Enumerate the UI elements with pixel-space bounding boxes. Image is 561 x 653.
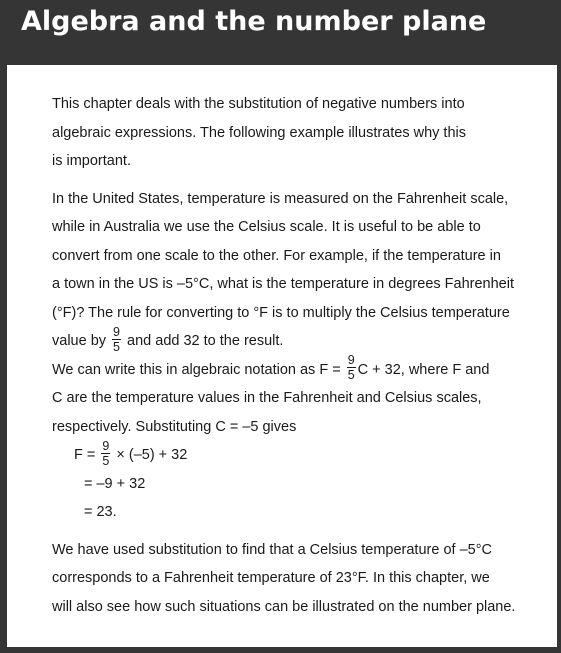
temperature-paragraph bbox=[52, 185, 532, 442]
text-line: corresponds to a Fahrenheit temperature of 23°F. In this chapter, we bbox=[52, 570, 490, 586]
content-panel bbox=[7, 65, 557, 647]
text-segment: × (–5) + 32 bbox=[116, 447, 188, 463]
fraction-nine-fifths bbox=[101, 440, 110, 467]
fraction-numerator: 9 bbox=[113, 324, 120, 339]
text-line: C are the temperature values in the Fahrenheit and Celsius scales, bbox=[52, 390, 482, 406]
text-line: will also see how such situations can be illustrated on the number plane. bbox=[52, 598, 516, 615]
text-line: is important. bbox=[52, 153, 131, 169]
text-line: while in Australia we use the Celsius scale. It is useful to be able to bbox=[52, 219, 481, 235]
text-line: a town in the US is –5°C, what is the temperature in degrees Fahrenheit bbox=[52, 276, 514, 292]
fraction-denominator: 5 bbox=[102, 453, 110, 468]
text-line: respectively. Substituting C = –5 gives bbox=[52, 418, 297, 435]
article-body bbox=[52, 90, 532, 621]
text-line: algebraic expressions. The following example illustrates why this bbox=[52, 124, 466, 141]
text-line: We have used substitution to find that a Celsius temperature of –5°C bbox=[52, 541, 492, 558]
text-line-with-fraction bbox=[52, 353, 532, 385]
fraction-numerator: 9 bbox=[347, 353, 355, 368]
working-step-2: = –9 + 32 bbox=[84, 475, 146, 492]
text-segment: We can write this in algebraic notation as F = bbox=[52, 361, 341, 378]
text-line: This chapter deals with the substitution of negative numbers into bbox=[52, 96, 465, 112]
text-segment: F = bbox=[74, 447, 96, 463]
conclusion-paragraph bbox=[52, 536, 532, 622]
text-line: convert from one scale to the other. For example, if the temperature in bbox=[52, 247, 501, 264]
fraction-denominator: 5 bbox=[347, 368, 355, 383]
fraction-numerator: 9 bbox=[102, 438, 110, 453]
fraction-nine-fifths bbox=[347, 354, 356, 381]
fraction-nine-fifths bbox=[112, 326, 121, 353]
text-line: In the United States, temperature is measured on the Fahrenheit scale, bbox=[52, 190, 509, 207]
working-step-3: = 23. bbox=[84, 504, 117, 520]
text-line: (°F)? The rule for converting to °F is to multiply the Celsius temperature bbox=[52, 304, 510, 321]
text-line-with-fraction bbox=[52, 324, 532, 356]
text-segment: value by bbox=[52, 333, 107, 349]
fraction-denominator: 5 bbox=[113, 339, 120, 354]
working-step-1 bbox=[52, 438, 532, 470]
worked-example bbox=[52, 438, 532, 527]
intro-paragraph bbox=[52, 90, 532, 176]
text-segment: and add 32 to the result. bbox=[127, 333, 284, 349]
page-title: Algebra and the number plane bbox=[21, 6, 487, 37]
text-segment: C + 32, where F and bbox=[357, 361, 490, 378]
